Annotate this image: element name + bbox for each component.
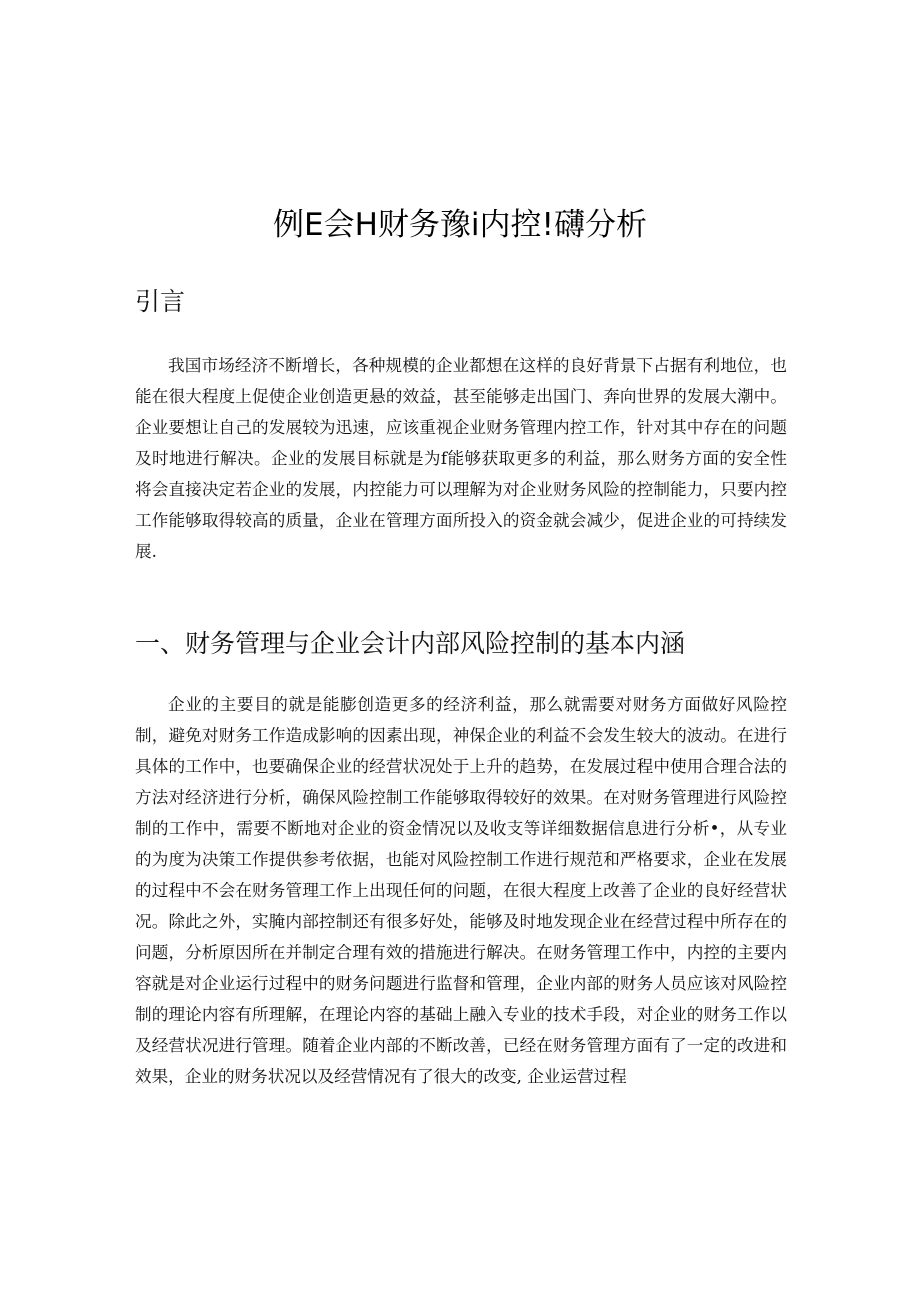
section-paragraph-introduction: 我国市场经济不断增长，各种规模的企业都想在这样的良好背景下占据有利地位，也能在很大程度上促使企业创造更悬的效益，甚至能够走出国门、奔向世界的发展大潮中。企业要想让自己的发展较为迅速，应该重视企业财务管理内控工作，针对其中存在的问题及时地进行解决。企业的发展目标就是为f能够获取更多的利益，那么财务方面的安全性将会直接决定若企业的发展，内控能力可以理解为对企业财务风险的控制能力，只要内控工作能够取得较高的质量，企业在管理方面所投入的资金就会减少，促进企业的可持续发展. [135,356,787,561]
section-paragraph-basic-connotation: 企业的主要目的就是能膨创造更多的经济利益，那么就需要对财务方面做好风险控制，避免对财务工作造成影响的因素出现，神保企业的利益不会发生较大的波动。在进行具体的工作中，也要确保企业的经营状况处于上升的趋势，在发展过程中使用合理合法的方法对经济进行分析，确保风险控制工作能够取得较好的效果。在对财务管理进行风险控制的工作中，需要不断地对企业的资金情况以及收支等详细数据信息进行分析•，从专业的为度为决策工作提供参考依据，也能对风险控制工作进行规范和严格要求，企业在发展的过程中不会在财务管理工作上出现任何的问题，在很大程度上改善了企业的良好经营状况。除此之外，实腌内部控制还有很多好处，能够及时地发现企业在经营过程中所存在的问题，分析原因所在并制定合理有效的措施进行解决。在财务管理工作中，内控的主要内容就是对企业运行过程中的财务问题进行监督和管理，企业内部的财务人员应该对风险控制的理论内容有所理解，在理论内容的基础上融入专业的技术手段，对企业的财务工作以及经营状况进行管理。随着企业内部的不断改善，已经在财务管理方面有了一定的改进和效果，企业的财务状况以及经营情况有了很大的改变, 企业运营过程 [135,695,787,1086]
section-heading-introduction: 引言 [135,287,186,316]
document-title: 例E会H财务豫i内控!礴分析 [273,207,647,243]
section-heading-basic-connotation: 一、财务管理与企业会计内部风险控制的基本内涵 [135,629,686,658]
